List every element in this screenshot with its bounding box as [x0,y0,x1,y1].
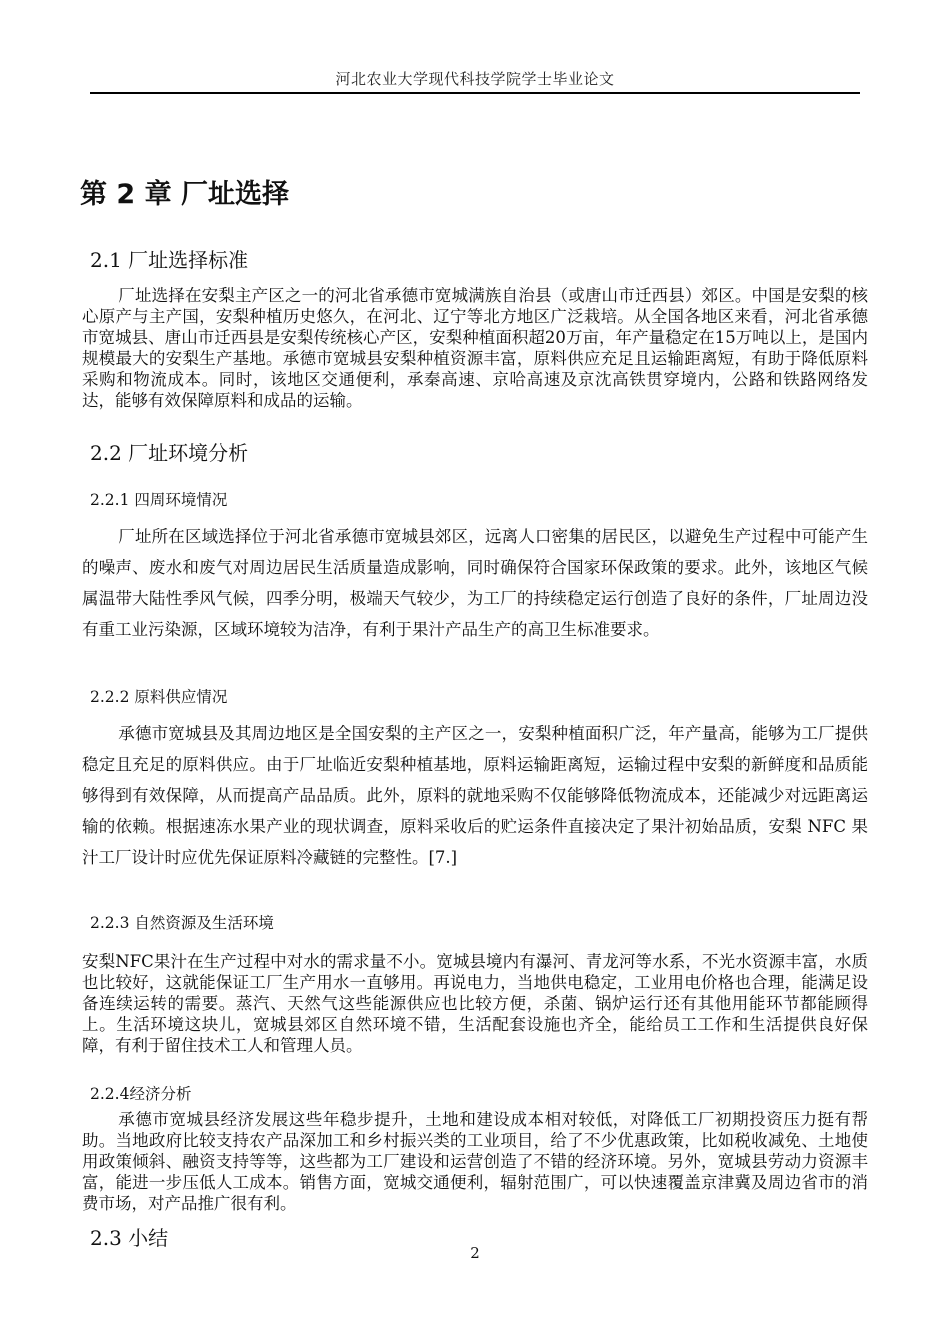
header-title: 河北农业大学现代科技学院学士毕业论文 [335,70,615,88]
section-2-2-2-paragraph: 承德市宽城县及其周边地区是全国安梨的主产区之一，安梨种植面积广泛，年产量高，能够为工厂提供稳定且充足的原料供应。由于厂址临近安梨种植基地，原料运输距离短，运输过程中安梨的新鲜度和品质能够得到有效保障，从而提高产品品质。此外，原料的就地采购不仅能够降低物流成本，还能减少对远距离运输的依赖。根据速冻水果产业的现状调查，原料采收后的贮运条件直接决定了果汁初始品质，安梨 NFC 果汁工厂设计时应优先保证原料冷藏链的完整性。[7.] [82,724,868,867]
header-rule [90,92,860,94]
section-2-2-1-paragraph: 厂址所在区域选择位于河北省承德市宽城县郊区，远离人口密集的居民区，以避免生产过程中可能产生的噪声、废水和废气对周边居民生活质量造成影响，同时确保符合国家环保政策的要求。此外，该地区气候属温带大陆性季风气候，四季分明，极端天气较少，为工厂的持续稳定运行创造了良好的条件，厂址周边没有重工业污染源，区域环境较为洁净，有利于果汁产品生产的高卫生标准要求。 [82,527,868,639]
page-number: 2 [470,1244,480,1262]
section-2-2-1-heading: 2.2.1 四周环境情况 [90,491,228,509]
section-2-2-heading: 2.2 厂址环境分析 [90,441,249,465]
section-2-2-4-paragraph: 承德市宽城县经济发展这些年稳步提升，土地和建设成本相对较低，对降低工厂初期投资压力挺有帮助。当地政府比较支持农产品深加工和乡村振兴类的工业项目，给了不少优惠政策，比如税收减免、土地使用政策倾斜、融资支持等等，这些都为工厂建设和运营创造了不错的经济环境。另外，宽城县劳动力资源丰富，能进一步压低人工成本。销售方面，宽城交通便利，辐射范围广，可以快速覆盖京津冀及周边省市的消费市场，对产品推广很有利。 [82,1110,868,1213]
section-2-2-3-paragraph: 安梨NFC果汁在生产过程中对水的需求量不小。宽城县境内有瀑河、青龙河等水系，不光水资源丰富，水质也比较好，这就能保证工厂生产用水一直够用。再说电力，当地供电稳定，工业用电价格也合理，能满足设备连续运转的需要。蒸汽、天然气这些能源供应也比较方便，杀菌、锅炉运行还有其他用能环节都能顾得上。生活环境这块儿，宽城县郊区自然环境不错，生活配套设施也齐全，能给员工工作和生活提供良好保障，有利于留住技术工人和管理人员。 [82,952,868,1055]
section-2-1-paragraph: 厂址选择在安梨主产区之一的河北省承德市宽城满族自治县（或唐山市迁西县）郊区。中国是安梨的核心原产与主产国，安梨种植历史悠久，在河北、辽宁等北方地区广泛栽培。从全国各地区来看，河北省承德市宽城县、唐山市迁西县是安梨传统核心产区，安梨种植面积超20万亩，年产量稳定在15万吨以上，是国内规模最大的安梨生产基地。承德市宽城县安梨种植资源丰富，原料供应充足且运输距离短，有助于降低原料采购和物流成本。同时，该地区交通便利，承秦高速、京哈高速及京沈高铁贯穿境内，公路和铁路网络发达，能够有效保障原料和成品的运输。 [82,286,868,410]
section-2-2-4-heading: 2.2.4经济分析 [90,1085,192,1103]
section-2-2-3-heading: 2.2.3 自然资源及生活环境 [90,914,274,932]
section-2-3-heading: 2.3 小结 [90,1226,169,1250]
chapter-title: 第 2 章 厂址选择 [80,179,289,210]
section-2-2-2-heading: 2.2.2 原料供应情况 [90,688,228,706]
section-2-1-heading: 2.1 厂址选择标准 [90,248,249,272]
